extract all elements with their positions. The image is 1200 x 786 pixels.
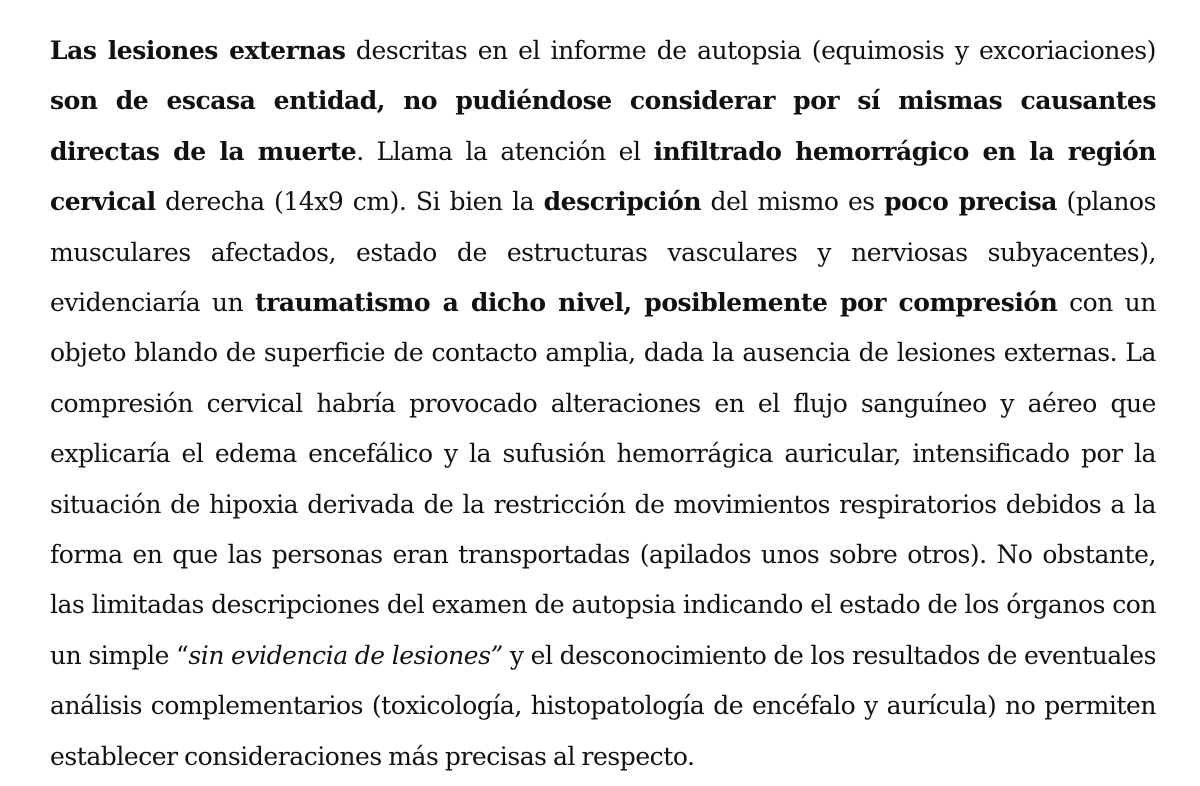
text-span: con un objeto blando de superficie de contacto amplia, dada la ausencia de lesiones externas. La compresión cervical habría provocado alteraciones en el flujo sanguíneo y aéreo que explicaría el edema encefálico y la sufusión hemorrágica auricular, intensificado por la situación de hipoxia derivada de la restricción de movimientos respiratorios debidos a la forma en que las personas eran transportadas (apilados unos sobre otros). No obstante, las limitadas descripciones del examen de autopsia indicando el estado de los órganos con un simple “ — [50, 288, 1156, 670]
text-span: y el desconocimiento de los resultados de eventuales análisis complementarios (toxicología, histopatología de encéfalo y aurícula) no permiten establecer consideraciones más precisas al respecto. — [50, 640, 1156, 771]
bold-span: traumatismo a dicho nivel, posiblemente por compresión — [255, 288, 1058, 318]
text-span: descritas en el informe de autopsia (equimosis y excoriaciones) — [345, 36, 1156, 65]
text-span: (planos musculares afectados, estado de estructuras vasculares y nerviosas subyacentes), evidenciaría un — [50, 187, 1157, 318]
bold-span: poco precisa — [884, 187, 1058, 217]
bold-span: infiltrado hemorrágico en la región cervical — [50, 136, 1156, 217]
body-paragraph — [50, 26, 1156, 782]
bold-span: descripción — [543, 187, 702, 217]
text-span: derecha (14x9 cm). Si bien la — [155, 187, 544, 217]
text-span: del mismo es — [701, 187, 885, 217]
bold-span: Las lesiones externas — [50, 36, 346, 65]
text-span: . Llama la atención el — [356, 136, 654, 166]
bold-span: son de escasa entidad, no pudiéndose considerar por sí mismas causantes directas de la muerte — [50, 86, 1156, 166]
italic-span: sin evidencia de lesiones” — [188, 640, 503, 670]
